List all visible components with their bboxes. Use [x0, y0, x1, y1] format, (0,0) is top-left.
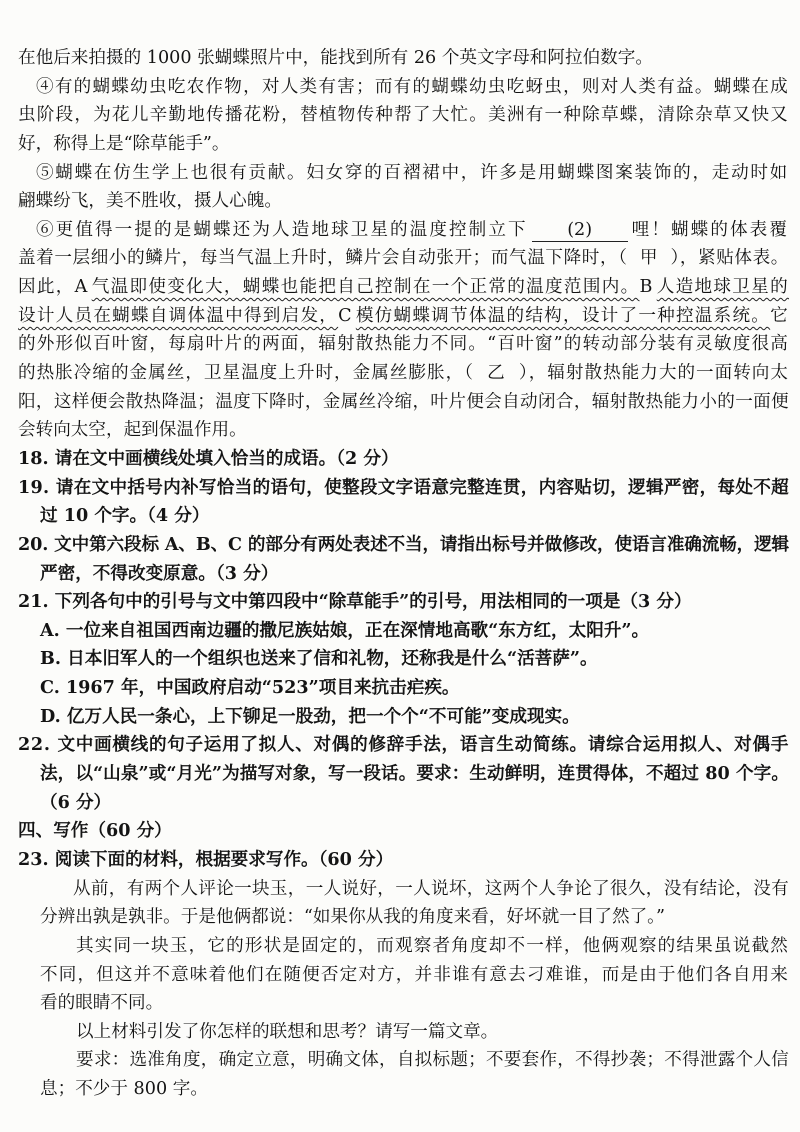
line-text: [36, 220, 789, 240]
label-b: B: [639, 277, 654, 298]
line-text: 虫阶段，为花儿辛勤地传播花粉，替植物传种帮了大忙。美洲有一种除草蝶，清除杂草又快又: [18, 105, 789, 126]
writing-requirements-cont: [18, 1075, 790, 1104]
line-text: ④有的蝴蝶幼虫吃农作物，对人类有害；而有的蝴蝶幼虫吃蚜虫，则对人类有益。蝴蝶在成: [36, 76, 789, 97]
tail-text: 它: [770, 305, 789, 326]
line-text: 21. 下列各句中的引号与文中第四段中“除草能手”的引号，用法相同的一项是（3 分）: [18, 591, 692, 613]
line-text: 从前，有两个人评论一块玉，一人说好，一人说坏，这两个人争论了很久，没有结论，没有: [73, 878, 789, 899]
question-23: [18, 846, 790, 875]
line-text: 在他后来拍摄的 1000 张蝴蝶照片中，能找到所有 26 个英文字母和阿拉伯数字。: [18, 48, 653, 68]
question-21: [18, 588, 790, 617]
line-text: 四、写作（60 分）: [18, 820, 172, 842]
wavy-underlined-part-c: 模仿蝴蝶调节体温的结构，设计了一种控温系统。: [355, 305, 771, 326]
line-text: 22. 文中画横线的句子运用了拟人、对偶的修辞手法，语言生动简练。请综合运用拟人、对偶手: [18, 734, 789, 756]
section-title-writing: [18, 817, 790, 846]
line-text: 严密，不得改变原意。（3 分）: [40, 562, 279, 584]
writing-requirements: [18, 1046, 790, 1075]
line-text: 息；不少于 800 字。: [40, 1079, 208, 1100]
question-22-cont: [18, 760, 790, 789]
line-text: 19. 请在文中括号内补写恰当的语句，使整段文字语意完整连贯，内容贴切，逻辑严密，每处不超: [18, 476, 789, 498]
line-text: 阳，这样便会散热降温；温度下降时，金属丝冷缩，叶片便会自动闭合，辐射散热能力小的一面便: [18, 391, 789, 412]
line-text: 法，以“山泉”或“月光”为描写对象，写一段话。要求：生动鲜明，连贯得体，不超过 80 个字。: [40, 763, 789, 785]
question-21-option-b: [18, 645, 790, 674]
question-18: [18, 445, 790, 474]
question-22: [18, 731, 790, 760]
line-text: 其实同一块玉，它的形状是固定的，而观察者角度却不一样，他俩观察的结果虽说截然: [76, 935, 789, 956]
line-text: 看的眼睛不同。: [40, 993, 164, 1014]
material-line-4: [18, 961, 790, 990]
line-text: 过 10 个字。（4 分）: [40, 505, 210, 527]
writing-prompt: [18, 1018, 790, 1047]
question-20: [18, 531, 790, 560]
line-text: 会转向太空，起到保温作用。: [18, 420, 247, 441]
passage-line-6: [18, 187, 790, 216]
question-19-cont: [18, 502, 790, 531]
line-text: A. 一位来自祖国西南边疆的撒尼族姑娘，正在深情地高歌“东方红，太阳升”。: [40, 619, 650, 641]
page-content: [18, 44, 790, 1104]
line-text: [18, 277, 789, 297]
line-text: 翩蝶纷飞，美不胜收，摄人心魄。: [18, 191, 282, 212]
material-line-1: [18, 875, 790, 904]
wavy-underlined-part-a: 气温即使变化大，蝴蝶也能把自己控制在一个正常的温度范围内。: [91, 277, 640, 298]
line-text: 23. 阅读下面的材料，根据要求写作。（60 分）: [18, 848, 394, 870]
line-text: 好，称得上是“除草能手”。: [18, 133, 230, 154]
passage-line-14: [18, 416, 790, 445]
passage-line-12: [18, 359, 790, 388]
line-text: 18. 请在文中画横线处填入恰当的成语。（2 分）: [18, 447, 399, 469]
passage-line-7: [18, 216, 790, 245]
passage-line-8: [18, 244, 790, 273]
text-before-blank: ⑥更值得一提的是蝴蝶还为人造地球卫星的温度控制立下: [36, 219, 528, 240]
label-a: A: [74, 277, 89, 298]
passage-line-5: [18, 159, 790, 188]
passage-line-11: [18, 330, 790, 359]
line-text: 以上材料引发了你怎样的联想和思考？请写一篇文章。: [76, 1021, 499, 1042]
line-text: 的热胀冷缩的金属丝，卫星温度上升时，金属丝膨胀，（ 乙 ），辐射散热能力大的一面转向太: [18, 363, 789, 384]
wavy-underlined-part-b: 人造地球卫星的: [656, 277, 789, 298]
line-text: [18, 306, 789, 326]
material-line-3: [18, 932, 790, 961]
question-20-cont: [18, 560, 790, 589]
question-22-score: [18, 789, 790, 818]
line-text: 20. 文中第六段标 A、B、C 的部分有两处表述不当，请指出标号并做修改，使语言准确流畅，逻辑: [18, 533, 789, 555]
line-text: 要求：选准角度，确定立意，明确文体，自拟标题；不要套作，不得抄袭；不得泄露个人信: [76, 1050, 789, 1071]
line-text: （6 分）: [40, 791, 112, 813]
text-after-blank: 哩！蝴蝶的体表覆: [631, 219, 789, 240]
passage-line-9: [18, 273, 790, 302]
line-text: B. 日本旧军人的一个组织也送来了信和礼物，还称我是什么“活菩萨”。: [40, 648, 598, 670]
passage-line-2: [18, 73, 790, 102]
material-line-2: [18, 903, 790, 932]
label-c: C: [338, 305, 353, 326]
line-text: 不同，但这并不意味着他们在随便否定对方，并非谁有意去刁难谁，而是由于他们各自用来: [40, 964, 789, 985]
line-text: ⑤蝴蝶在仿生学上也很有贡献。妇女穿的百褶裙中，许多是用蝴蝶图案装饰的，走动时如: [36, 162, 789, 183]
question-21-option-a: [18, 617, 790, 646]
line-text: C. 1967 年，中国政府启动“523”项目来抗击疟疾。: [40, 677, 460, 699]
line-text: 的外形似百叶窗，每扇叶片的两面，辐射散热能力不同。“百叶窗”的转动部分装有灵敏度很高: [18, 334, 789, 355]
question-21-option-c: [18, 674, 790, 703]
question-19: [18, 474, 790, 503]
passage-line-1: [18, 44, 790, 73]
material-line-5: [18, 989, 790, 1018]
line-text: D. 亿万人民一条心，上下铆足一股劲，把一个个“不可能”变成现实。: [40, 705, 580, 727]
passage-line-4: [18, 130, 790, 159]
passage-line-13: [18, 388, 790, 417]
passage-line-10: [18, 302, 790, 331]
passage-line-3: [18, 101, 790, 130]
fill-in-blank: (2): [532, 219, 628, 242]
wavy-underlined-part-b-cont: 设计人员在蝴蝶自调体温中得到启发，: [18, 305, 339, 326]
question-21-option-d: [18, 703, 790, 732]
line-text: 分辨出孰是孰非。于是他俩都说：“如果你从我的角度来看，好坏就一目了然了。”: [40, 907, 665, 928]
lead-text: 因此，: [18, 277, 75, 298]
line-text: 盖着一层细小的鳞片，每当气温上升时，鳞片会自动张开；而气温下降时，（ 甲 ），紧贴体表。: [18, 248, 789, 269]
